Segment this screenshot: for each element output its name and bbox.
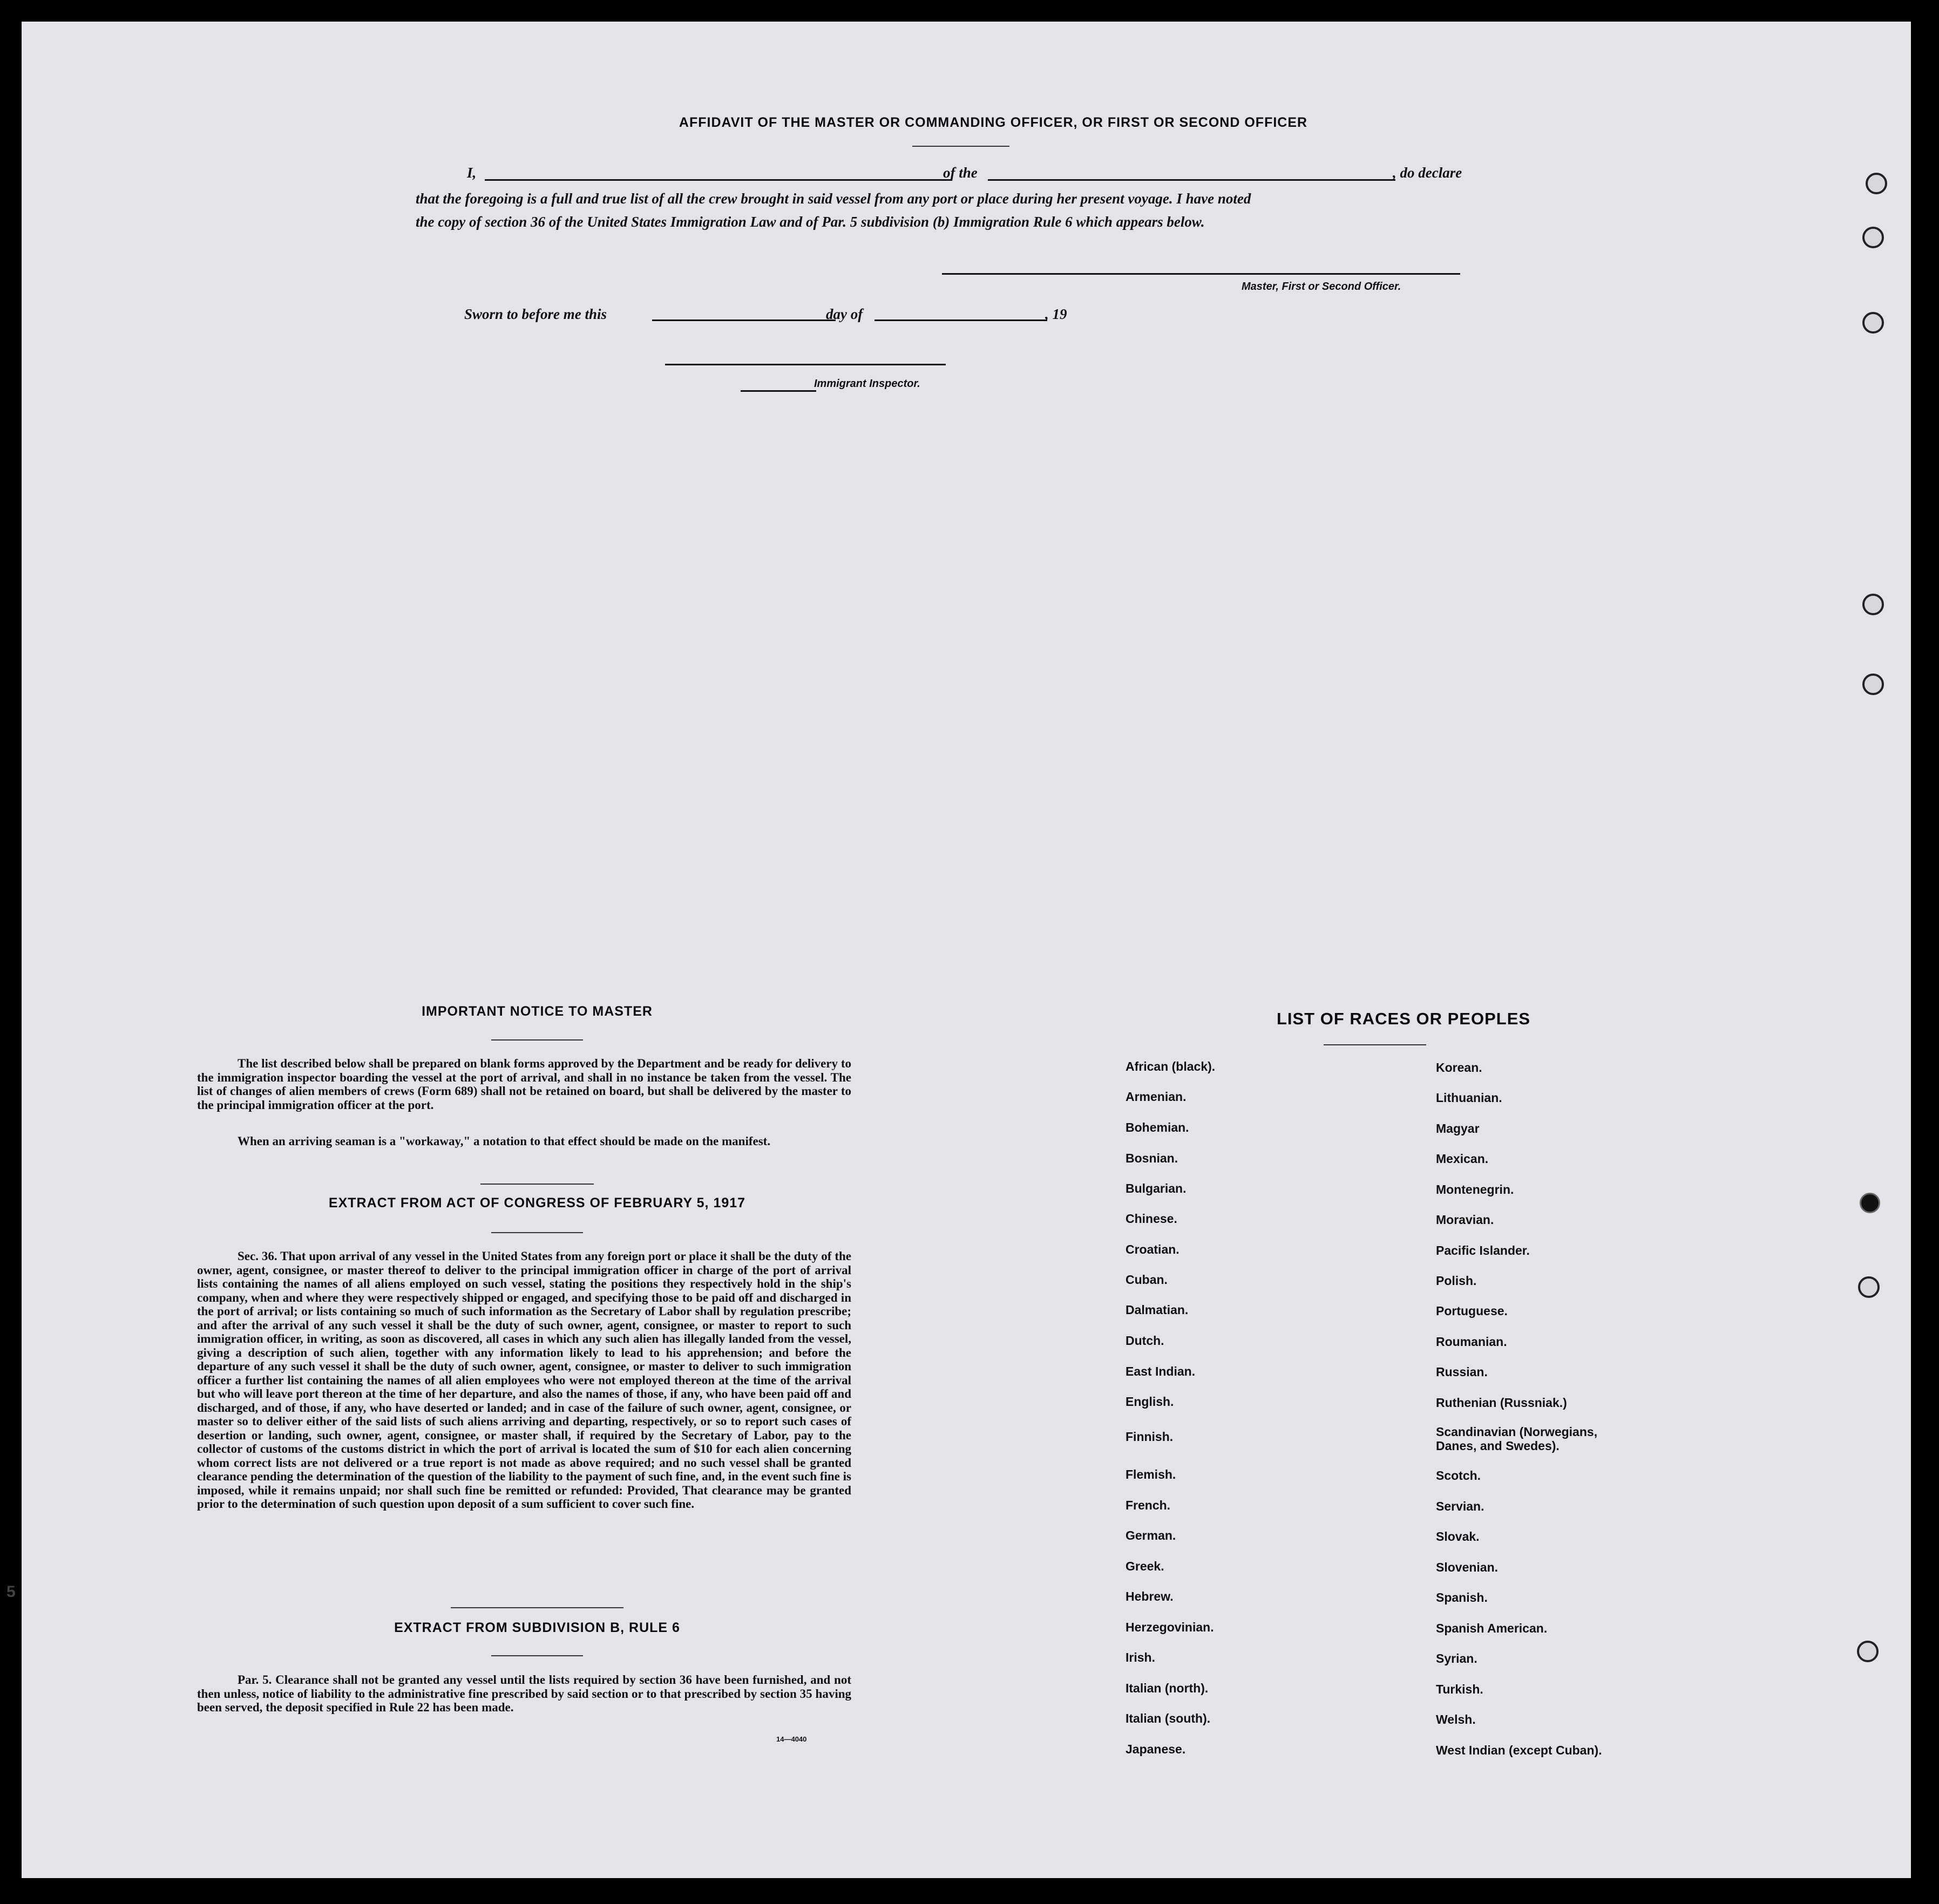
race-item: Slovenian.: [1436, 1560, 1499, 1574]
race-item: Herzegovinian.: [1126, 1620, 1214, 1634]
affidavit-line2: that the foregoing is a full and true list of all the crew brought in said vessel from any port or place during her present voyage. I have noted: [416, 191, 1251, 207]
notice-bottom-divider: [480, 1184, 594, 1185]
race-item: Armenian.: [1126, 1090, 1187, 1104]
affidavit-line1-prefix: I,: [467, 165, 477, 181]
officer-signature-caption: Master, First or Second Officer.: [1242, 281, 1401, 293]
race-item: Servian.: [1436, 1499, 1484, 1513]
races-divider: [1324, 1044, 1426, 1045]
race-item: Scotch.: [1436, 1468, 1481, 1483]
act-extract-divider: [491, 1232, 583, 1233]
sworn-suffix: , 19: [1045, 306, 1067, 322]
race-item: Italian (north).: [1126, 1681, 1209, 1695]
vessel-name-field[interactable]: [988, 179, 1395, 181]
race-item: Italian (south).: [1126, 1711, 1211, 1725]
binder-hole-icon: [1860, 1193, 1880, 1213]
margin-mark: 5: [6, 1583, 16, 1601]
race-item: Dutch.: [1126, 1334, 1164, 1348]
race-item: Slovak.: [1436, 1529, 1480, 1543]
affidavit-title: AFFIDAVIT OF THE MASTER OR COMMANDING OFFICER, OR FIRST OR SECOND OFFICER: [679, 115, 1308, 130]
race-item: Moravian.: [1436, 1213, 1494, 1227]
race-item: Croatian.: [1126, 1242, 1179, 1256]
race-item: Spanish American.: [1436, 1621, 1548, 1635]
race-item: Finnish.: [1126, 1430, 1174, 1444]
race-item: Japanese.: [1126, 1742, 1186, 1756]
sworn-prefix: Sworn to before me this: [464, 306, 607, 322]
race-item: Flemish.: [1126, 1467, 1176, 1481]
race-item: Bohemian.: [1126, 1120, 1189, 1134]
affidavit-line1-suffix: , do declare: [1393, 165, 1462, 181]
race-item: German.: [1126, 1528, 1176, 1542]
affidavit-line1-mid: of the: [943, 165, 978, 181]
race-item: Scandinavian (Norwegians, Danes, and Swedes).: [1436, 1425, 1598, 1453]
race-item: Cuban.: [1126, 1273, 1168, 1287]
affidavit-line3: the copy of section 36 of the United States Immigration Law and of Par. 5 subdivision (b) Immigration Rule 6 which appears below.: [416, 214, 1205, 230]
race-item: Magyar: [1436, 1121, 1480, 1135]
race-item: African (black).: [1126, 1059, 1216, 1073]
declarant-name-field[interactable]: [485, 179, 952, 181]
inspector-caption: Immigrant Inspector.: [814, 378, 920, 390]
sworn-month-field[interactable]: [874, 319, 1047, 321]
inspector-signature-field[interactable]: [665, 364, 946, 365]
notice-title: IMPORTANT NOTICE TO MASTER: [422, 1004, 653, 1019]
title-divider: [912, 146, 1009, 147]
form-number: 14—4040: [776, 1735, 807, 1743]
races-title: LIST OF RACES OR PEOPLES: [1276, 1009, 1531, 1028]
officer-signature-field[interactable]: [942, 273, 1460, 275]
race-item: Spanish.: [1436, 1590, 1488, 1604]
race-item: Ruthenian (Russniak.): [1436, 1396, 1567, 1410]
race-item: Portuguese.: [1436, 1304, 1508, 1318]
race-item: Polish.: [1436, 1274, 1477, 1288]
binder-hole-icon: [1862, 227, 1884, 248]
race-item: Turkish.: [1436, 1682, 1483, 1696]
rule-extract-divider: [491, 1655, 583, 1656]
race-item: Chinese.: [1126, 1212, 1177, 1226]
act-extract-bottom-divider: [451, 1607, 623, 1608]
race-item: Dalmatian.: [1126, 1303, 1189, 1317]
binder-hole-icon: [1857, 1641, 1879, 1662]
sworn-mid: day of: [826, 306, 863, 322]
binder-hole-icon: [1862, 312, 1884, 334]
race-item: Mexican.: [1436, 1152, 1489, 1166]
race-item: East Indian.: [1126, 1364, 1196, 1378]
race-item: Russian.: [1436, 1365, 1488, 1379]
race-item: Irish.: [1126, 1650, 1155, 1664]
inspector-short-rule: [741, 390, 816, 392]
race-item: Korean.: [1436, 1060, 1482, 1075]
race-item: Pacific Islander.: [1436, 1243, 1530, 1257]
race-item: Roumanian.: [1436, 1335, 1507, 1349]
rule-extract-text: Par. 5. Clearance shall not be granted any vessel until the lists required by section 36 have been furnished, and not then unless, notice of liability to the administrative fine prescribed by said section or to that prescribed by section 35 having been served, the deposit specified in Rule 22 has been made.: [197, 1673, 851, 1714]
sworn-day-field[interactable]: [652, 319, 836, 321]
race-item: West Indian (except Cuban).: [1436, 1743, 1602, 1757]
race-item: English.: [1126, 1395, 1174, 1409]
race-item: Greek.: [1126, 1559, 1164, 1573]
rule-extract-title: EXTRACT FROM SUBDIVISION B, RULE 6: [394, 1620, 680, 1635]
race-item: Bosnian.: [1126, 1151, 1178, 1165]
race-item: Welsh.: [1436, 1712, 1476, 1726]
binder-hole-icon: [1858, 1276, 1880, 1298]
act-extract-text: Sec. 36. That upon arrival of any vessel in the United States from any foreign port or place it shall be the duty of the owner, agent, consignee, or master thereof to deliver to the principal immigration officer in charge of the port of arrival lists containing the names of all aliens employed on such vessel, stating the positions they respectively hold in the ship's company, when and where they were respectively shipped or engaged, and specifying those to be paid off and discharged in the port of arrival; or lists containing so much of such information as the Secretary of Labor shall by regulation prescribe; and after the arrival of any such vessel it shall be the duty of such owner, agent, consignee, or master to report to such immigration officer, in writing, as soon as discovered, all cases in which any such alien has illegally landed from the vessel, giving a description of such alien, together with any information likely to lead to his apprehension; and before the departure of any such vessel it shall be the duty of such owner, agent, consignee, or master to deliver to such immigration officer a further list containing the names of all alien employees who were not employed thereon at the time of the arrival but who will leave port thereon at the time of her departure, and also the names of those, if any, who have been paid off and discharged, and of those, if any, who have deserted or landed; and in case of the failure of such owner, agent, consignee, or master so to deliver either of the said lists of such aliens arriving and departing, respectively, or so to report such cases of desertion or landing, such owner, agent, consignee, or master shall, if required by the Secretary of Labor, pay to the collector of customs of the customs district in which the port of arrival is located the sum of $10 for each alien concerning whom correct lists are not delivered or a true report is not made as above required; and no such vessel shall be granted clearance pending the determination of the question of the liability to the payment of such fine, and, in the event such fine is imposed, while it remains unpaid; nor shall such fine be remitted or refunded: Provided, That clearance may be granted prior to the determination of such question upon deposit of a sum sufficient to cover such fine.: [197, 1249, 851, 1511]
binder-hole-icon: [1866, 173, 1887, 194]
race-item: Lithuanian.: [1436, 1091, 1502, 1105]
race-item: French.: [1126, 1498, 1171, 1512]
binder-hole-icon: [1862, 674, 1884, 695]
act-extract-title: EXTRACT FROM ACT OF CONGRESS OF FEBRUARY 5, 1917: [328, 1195, 746, 1211]
race-item: Hebrew.: [1126, 1589, 1174, 1603]
notice-divider: [491, 1039, 583, 1041]
binder-hole-icon: [1862, 594, 1884, 615]
race-item: Montenegrin.: [1436, 1182, 1514, 1196]
notice-paragraph-2: When an arriving seaman is a "workaway," a notation to that effect should be made on the manifest.: [238, 1134, 771, 1148]
race-item: Bulgarian.: [1126, 1181, 1187, 1195]
form-page: [6, 22, 1911, 1878]
race-item: Syrian.: [1436, 1651, 1477, 1665]
notice-paragraph-1: The list described below shall be prepared on blank forms approved by the Department and be ready for delivery to the immigration inspector boarding the vessel at the port of arrival, and shall in no instance be taken from the vessel. The list of changes of alien members of crews (Form 689) shall not be retained on board, but shall be delivered by the master to the principal immigration officer at the port.: [197, 1057, 851, 1112]
